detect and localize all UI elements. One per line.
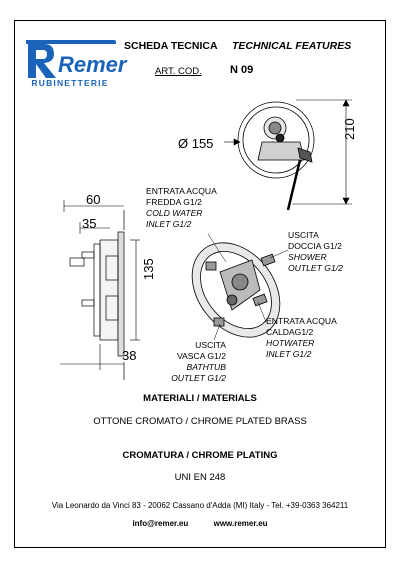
depth-total-label: 60 bbox=[86, 192, 101, 207]
diameter-label: Ø 155 bbox=[178, 136, 214, 151]
scheda-tecnica: SCHEDA TECNICA bbox=[124, 40, 218, 52]
brand-subtitle: RUBINETTERIE bbox=[31, 78, 109, 88]
website-link[interactable]: www.remer.eu bbox=[213, 519, 268, 528]
depth-inner-label: 35 bbox=[82, 216, 97, 231]
contact-line bbox=[14, 519, 386, 528]
art-cod-value: N 09 bbox=[230, 64, 254, 76]
materials-heading: MATERIALI / MATERIALS bbox=[143, 393, 257, 404]
logo-text: Remer bbox=[58, 52, 127, 77]
side-view bbox=[70, 210, 124, 380]
mixer-front-view bbox=[238, 102, 314, 210]
materials-value: OTTONE CROMATO / CHROME PLATED BRASS bbox=[93, 416, 307, 427]
email-link[interactable]: info@remer.eu bbox=[132, 519, 189, 528]
bottom-depth-label: 38 bbox=[122, 348, 137, 363]
side-height-label: 135 bbox=[141, 258, 156, 280]
shower-outlet-label: USCITA DOCCIA G1/2 SHOWER OUTLET G1/2 bbox=[288, 230, 343, 273]
technical-features: TECHNICAL FEATURES bbox=[232, 40, 352, 52]
art-cod-label: ART. COD. bbox=[155, 66, 202, 77]
cold-inlet-label: ENTRATA ACQUA FREDDA G1/2 COLD WATER INLET G1/2 bbox=[146, 186, 217, 229]
company-address: Via Leonardo da Vinci 83 - 20062 Cassano d'Adda (MI) Italy - Tel. +39-0363 364211 bbox=[51, 501, 349, 510]
height-label: 210 bbox=[342, 118, 357, 140]
plating-heading: CROMATURA / CHROME PLATING bbox=[122, 450, 278, 461]
bathtub-outlet-label: USCITA VASCA G1/2 BATHTUB OUTLET G1/2 bbox=[171, 340, 226, 383]
hot-inlet-label: ENTRATA ACQUA CALDAG1/2 HOTWATER INLET G1/2 bbox=[266, 316, 337, 359]
plating-value: UNI EN 248 bbox=[174, 472, 226, 483]
